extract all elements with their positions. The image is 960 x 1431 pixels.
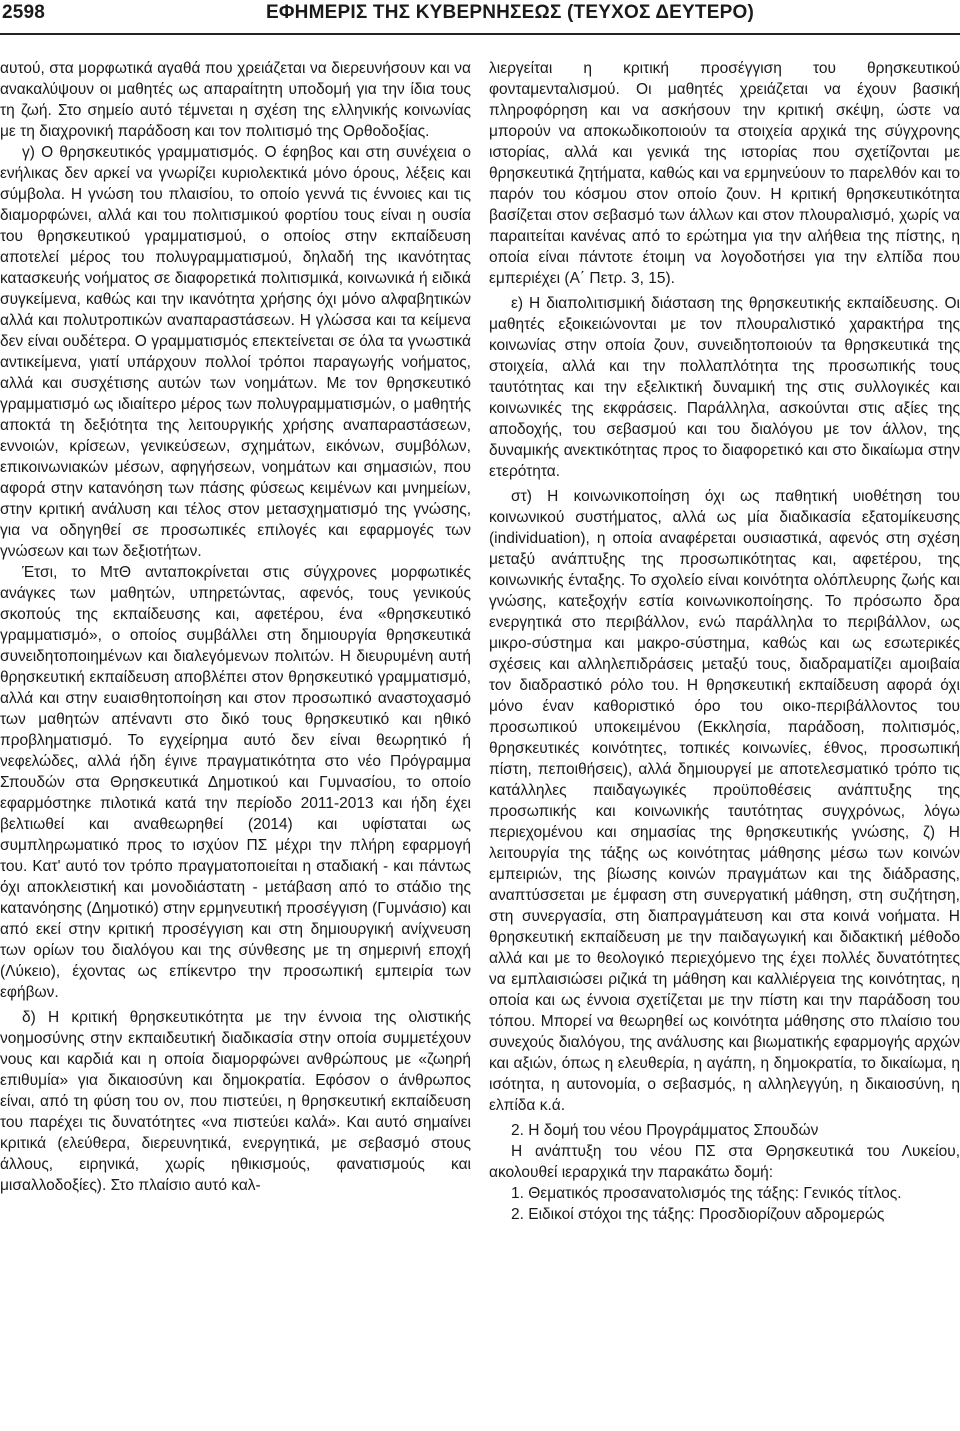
paragraph-st-socialization: στ) Η κοινωνικοποίηση όχι ως παθητική υιοθέτηση του κοινωνικού συστήματος, αλλά ως μία διαδικασία εξατομίκευσης (individuation), η οποία αναφέρεται ουσιαστικά, αφενός στη σχέση μεταξύ ανάπτυξης της προσωπικότητας και, αφετέρου, της κοινωνικής ένταξης. Το σχολείο είναι κοινότητα ολόπλευρης ζωής και γνώσης, κατεξοχήν εστία κοινωνικοποίησης. Το πρόσωπο δρα ενεργητικά στο περιβάλλον, ενώ παράλληλα το περιβάλλον, ως μικρο-σύστημα και μακρο-σύστημα, καθώς και ως εσωτερικές σχέσεις και αλληλεπιδράσεις μεταξύ τους, διαδραματίζει αμοιβαία τον διαδραστικό ρόλο του. Η θρησκευτική εκπαίδευση αφορά όχι μόνο έναν καθοριστικό όρο του οικο-περιβάλλοντος του προσωπικού υποκειμένου (Εκκλησία, παράδοση, πολιτισμός, θρησκευτικές κοινότητες, τοπικές κοινωνίες, έθνος, προσωπική πίστη, πεποιθήσεις), αλλά δημιουργεί με αποτελεσματικό τρόπο τις κατάλληλες παιδαγωγικές προϋποθέσεις ανάπτυξης της προσωπικής και κοινωνικής ταυτότητας συγχρόνως, λόγω περιεχομένου και σημασίας της θρησκευτικής γνώσης, ζ) Η λειτουργία της τάξης ως κοινότητας μάθησης μέσω των κοινών εμπειριών, της βίωσης κοινών πραγμάτων και της διάδρασης, αναπτύσσεται με έμφαση στη συνεργατική μάθηση, στη συζήτηση, στη συνεργασία, στη διαπραγμάτευση και στα κοινά νοήματα. Η θρησκευτική εκπαίδευση με την παιδαγωγική και διδακτική μέθοδο αλλά και με το θεολογικό περιεχόμενο της έχει πολλές δυνατότητες να εμπλαισιώσει ριζικά τη μάθηση και καλλιέργεια της κοινότητας, η οποία και ως έννοια σχετίζεται με την πίστη και την παράδοση του τόπου. Μπορεί να θεωρηθεί ως κοινότητα μάθησης στο πλαίσιο του συνεχούς διαλόγου, της ανάλυσης και βιωματικής εφαρμογής αρχών και αξιών, όπως η ελευθερία, η αγάπη, η δημοκρατία, το δικαίωμα, η ισότητα, η αυτονομία, ο σεβασμός, η αλληλεγγύη, η δικαιοσύνη, η ελπίδα κ.ά.: [489, 488, 960, 1114]
paragraph-delta-critical-religiosity: δ) Η κριτική θρησκευτικότητα με την έννοια της ολιστικής νοημοσύνης στην εκπαιδευτική διαδικασία στην οποία συμμετέχουν νους και καρδιά και η οποία διαμορφώνει ανθρώπους με «ζωηρή επιθυμία» για δικαιοσύνη και δημοκρατία. Εφόσον ο άνθρωπος είναι, από τη φύση του ον, που πιστεύει, η θρησκευτική εκπαίδευση του παρέχει τις δυνατότητες «να πιστεύει καλά». Και αυτό σημαίνει κριτικά (ελεύθερα, διερευνητικά, ενεργητικά, με σεβασμό στους άλλους, ειρηνικά, χωρίς ηθικισμούς, φανατισμούς και μισαλλοδοξίες). Στο πλαίσιο αυτό καλ-: [0, 1009, 471, 1194]
paragraph-epsilon-intercultural: ε) Η διαπολιτισμική διάσταση της θρησκευτικής εκπαίδευσης. Οι μαθητές εξοικειώνονται με τον πλουραλιστικό χαρακτήρα της κοινωνίας στην οποία ζουν, συνειδητοποιούν τα θρησκευτικά της στοιχεία, αλλά και την πολλαπλότητα της προσωπικής τους ταυτότητας και την εξελικτική δυναμική της στις συλλογικές και κοινωνικές της εκφράσεις. Παράλληλα, ασκούνται στις αξίες της αποδοχής, του σεβασμού και του διαλόγου με τον άλλον, της δυναμικής ανεκτικότητας προς το διαφορετικό και στο δικαίωμα στην ετερότητα.: [489, 295, 960, 480]
right-column: [489, 58, 960, 1225]
page-header: [0, 0, 960, 36]
paragraph-gamma-religious-literacy: γ) Ο θρησκευτικός γραμματισμός. Ο έφηβος και στη συνέχεια ο ενήλικας δεν αρκεί να γνωρίζει κυριολεκτικά μόνο όρους, λέξεις και σύμβολα. Η γνώση του πλαισίου, το οποίο γεννά τις έννοιες και τις διαμορφώνει, αλλά και του πολιτισμικού φορτίου τους είναι η ουσία του θρησκευτικού γραμματισμού, ο οποίος στην εκπαίδευση αποτελεί μέρος του πολυγραμματισμού, δηλαδή της ικανότητας κατασκευής νοήματος σε διαφορετικά πολιτισμικά, κοινωνικά ή ειδικά συγκείμενα, καθώς και την ικανότητα χρήσης όχι μόνο αλφαβητικών αλλά και πολυτροπικών αναπαραστάσεων. Η γλώσσα και τα κείμενα δεν είναι ουδέτερα. Ο γραμματισμός επεκτείνεται σε όλα τα γνωστικά αντικείμενα, γιατί υπάρχουν πολλοί τρόποι παραγωγής νοήματος, αλλά και συσχέτισης αυτών των νοημάτων. Με τον θρησκευτικό γραμματισμό ως ιδιαίτερο μέρος των πολυγραμματισμών, ο μαθητής αποκτά τη δεξιότητα της λειτουργικής χρήσης αναπαραστάσεων, εννοιών, κρίσεων, γενικεύσεων, σχημάτων, εικόνων, συμβόλων, επικοινωνιακών μέσων, αφηγήσεων, νοημάτων και σημασιών, που αφορά στην κατανόηση των πάσης φύσεως κειμένων και μνημείων, στην κριτική ανάλυση και τέλος στον μετασχηματισμό της γνώσης, για να οδηγηθεί σε προσωπικές επιλογές και εφαρμογές των γνώσεων και των δεξιοτήτων.: [0, 144, 471, 560]
paragraph: Η ανάπτυξη του νέου ΠΣ στα Θρησκευτικά του Λυκείου, ακολουθεί ιεραρχικά την παρακάτω δομή:: [489, 1143, 960, 1181]
list-item: 2. Ειδικοί στόχοι της τάξης: Προσδιορίζουν αδρομερώς: [511, 1206, 885, 1223]
paragraph: λιεργείται η κριτική προσέγγιση του θρησκευτικού φονταμενταλισμού. Οι μαθητές χρειάζεται να έχουν βασική πληροφόρηση και να ασκήσουν την κριτική σκέψη, ώστε να μπορούν να αποκωδικοποιούν τα στοιχεία αρχικά της σύγχρονης ιστορίας, αλλά και γενικά της ιστορίας που σχετίζονται με θρησκευτικά ζητήματα, καθώς και να ερμηνεύουν το παρελθόν και το παρόν του κόσμου στον οποίο ζουν. Η κριτική θρησκευτικότητα βασίζεται στον σεβασμό των άλλων και στον πλουραλισμό, χωρίς να παραιτείται κανένας από το ερώτημα για την αλήθεια της πίστης, η οποία είναι πάντοτε έτοιμη να λογοδοτήσει για την ελπίδα που εμπεριέχει (Α΄ Πετρ. 3, 15).: [489, 60, 960, 287]
header-rule: [0, 33, 960, 35]
page-number: 2598: [2, 2, 46, 23]
section-heading: 2. Η δομή του νέου Προγράμματος Σπουδών: [511, 1122, 819, 1139]
paragraph: αυτού, στα μορφωτικά αγαθά που χρειάζεται να διερευνήσουν και να ανακαλύψουν οι μαθητές ως απαραίτητη υποδομή για την ίδια τους τη ζωή. Στο σημείο αυτό τέμνεται η σχέση της ελληνικής κοινωνίας με τη διαχρονική παράδοση και τον πολιτισμό της Ορθοδοξίας.: [0, 60, 471, 140]
list-item: 1. Θεματικός προσανατολισμός της τάξης: Γενικός τίτλος.: [511, 1185, 902, 1202]
left-column: [0, 58, 471, 1196]
paragraph: Έτσι, το ΜτΘ ανταποκρίνεται στις σύγχρονες μορφωτικές ανάγκες των μαθητών, υπηρετώντας, αφενός, τους γενικούς σκοπούς της εκπαίδευσης και, αφετέρου, ένα «θρησκευτικό γραμματισμό», ο οποίος συμβάλλει στη δημιουργία θρησκευτικά συνειδητοποιημένων και διαλεγόμενων πολιτών. Η διευρυμένη αυτή θρησκευτική εκπαίδευση αποβλέπει στον θρησκευτικό γραμματισμό, αλλά και στην ευαισθητοποίηση και στον προσωπικό αναστοχασμό των μαθητών απέναντι στο δικό τους θρησκευτικό και ηθικό προβληματισμό. Το εγχείρημα αυτό δεν είναι θεωρητικό ή νεφελώδες, αλλά ήδη έγινε πραγματικότητα στο νέο Πρόγραμμα Σπουδών στα Θρησκευτικά Δημοτικού και Γυμνασίου, το οποίο εφαρμόστηκε πιλοτικά κατά την περίοδο 2011-2013 και ήδη έχει βελτιωθεί και αναθεωρηθεί (2014) και υφίσταται ως συμπληρωματικό προς το ισχύον ΠΣ μέχρι την πλήρη εφαρμογή του. Κατ' αυτό τον τρόπο πραγματοποιείται η σταδιακή - και πάντως όχι αποκλειστική και μονοδιάστατη - μετάβαση από το στάδιο της κατανόησης (Δημοτικό) στην ερμηνευτική προσέγγιση (Γυμνάσιο) και από εκεί στην κριτική προσέγγιση και στη δημιουργική ανίχνευση των ορίων του διαλόγου και της σύνθεσης με τη σημερινή εποχή (Λύκειο), έχοντας ως επίκεντρο την προσωπική εμπειρία των εφήβων.: [0, 564, 471, 1001]
gazette-title: ΕΦΗΜΕΡΙΣ ΤΗΣ ΚΥΒΕΡΝΗΣΕΩΣ (ΤΕΥΧΟΣ ΔΕΥΤΕΡΟ): [266, 2, 754, 23]
